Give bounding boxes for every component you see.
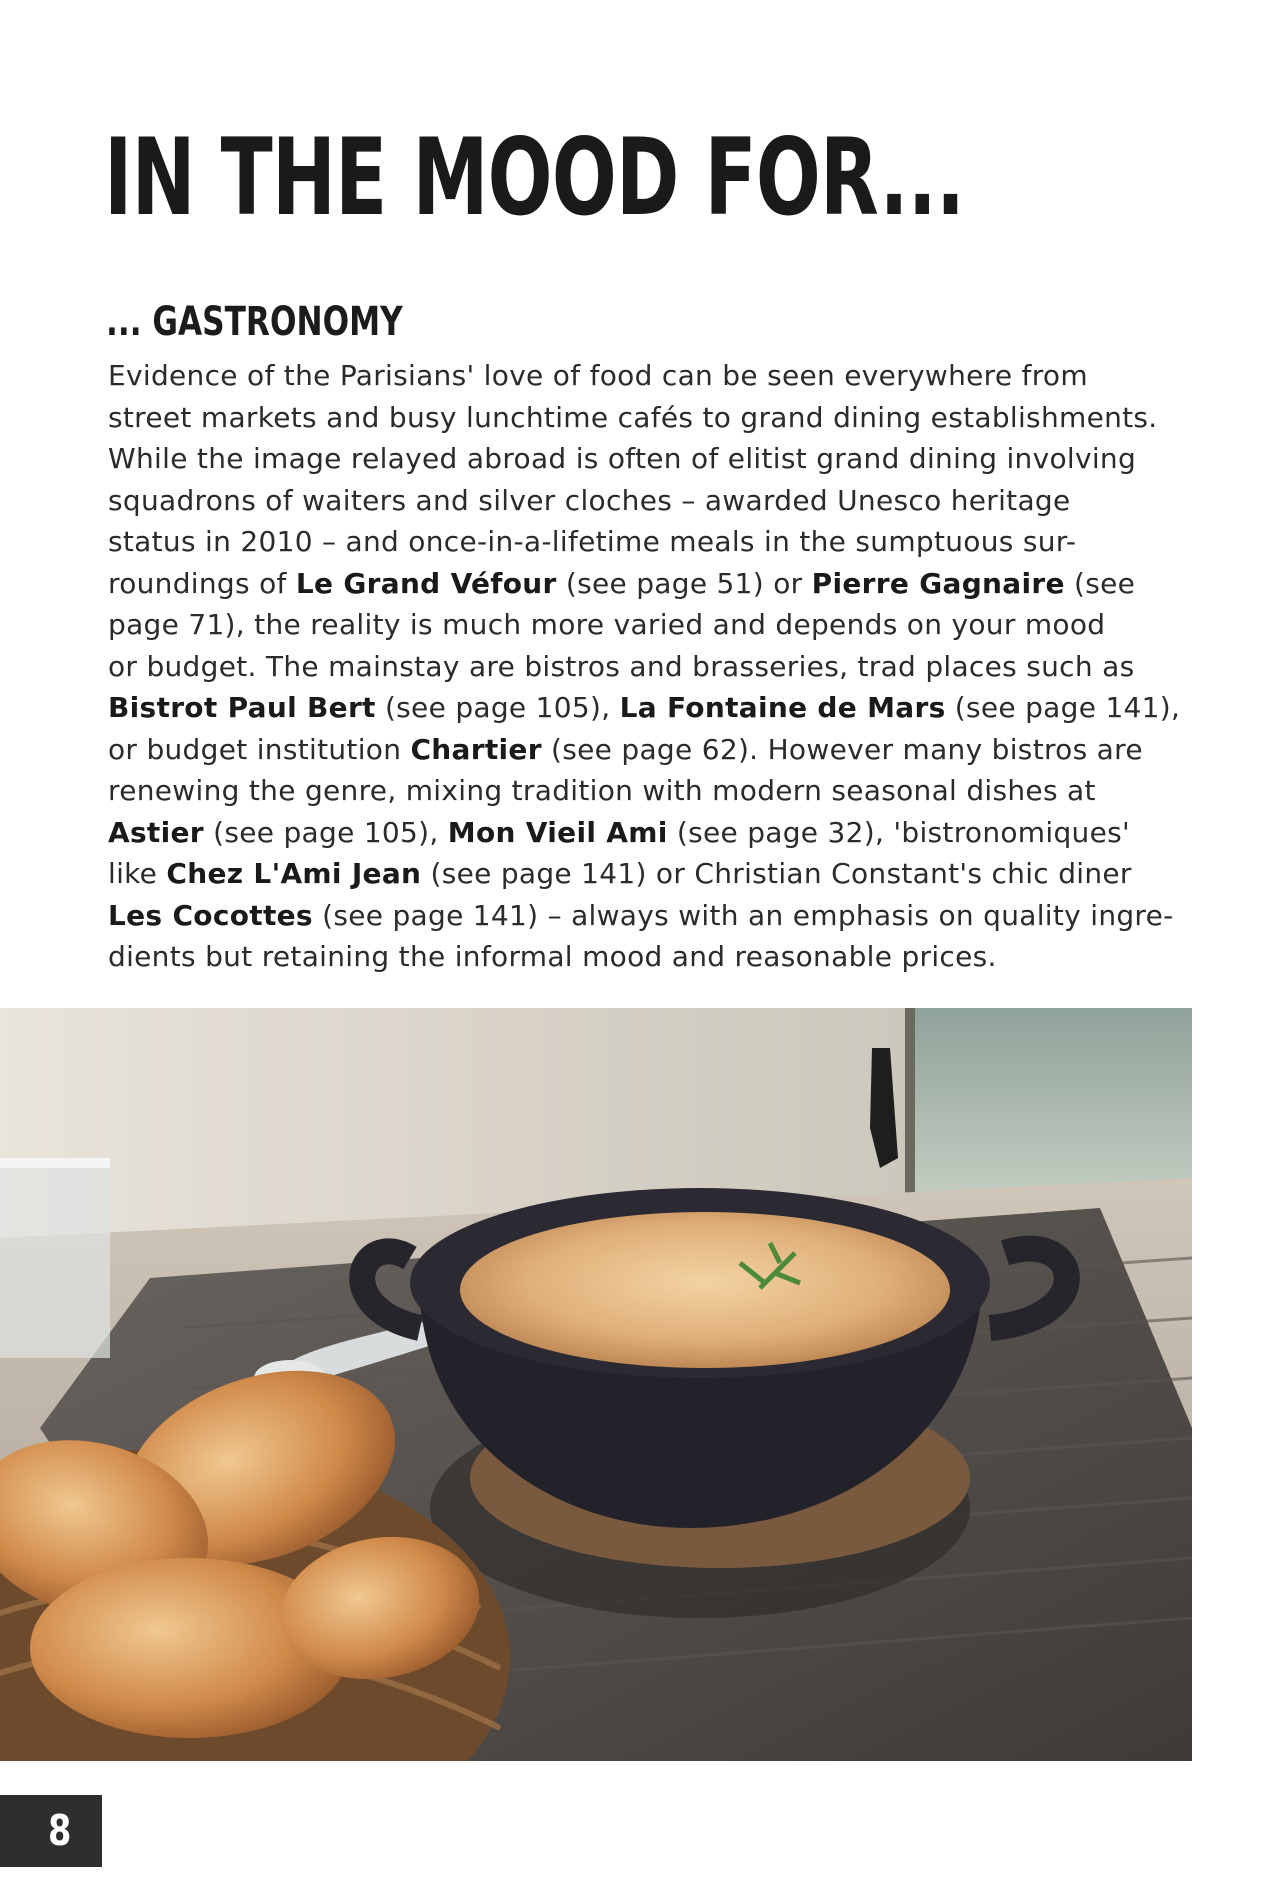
body-text-run: Evidence of the Parisians' love of food can be seen everywhere from — [108, 359, 1088, 392]
body-line — [108, 770, 1188, 812]
body-paragraph — [108, 355, 1188, 978]
body-text-run: dients but retaining the informal mood and reasonable prices. — [108, 940, 997, 973]
page-number: 8 — [48, 1806, 72, 1855]
body-text-run: street markets and busy lunchtime cafés to grand dining establishments. — [108, 400, 1158, 434]
body-line — [108, 355, 1188, 397]
section-heading: ... GASTRONOMY — [106, 299, 403, 345]
body-text-run: status in 2010 – and once-in-a-lifetime meals in the sumptuous sur- — [108, 525, 1077, 558]
venue-name: Astier — [108, 815, 204, 849]
venue-name: Chartier — [410, 732, 542, 766]
body-text-run: While the image relayed abroad is often of elitist grand dining involving — [108, 442, 1137, 475]
food-photo — [0, 1008, 1192, 1761]
body-text-run: (see page 51) or — [556, 566, 812, 600]
page-number-box — [0, 1795, 102, 1867]
body-text-run: (see — [1064, 566, 1136, 600]
body-text-run: (see page 105), — [203, 815, 448, 849]
body-line — [108, 646, 1188, 688]
body-line — [108, 687, 1188, 729]
venue-name: Mon Vieil Ami — [447, 815, 668, 849]
body-text-run: (see page 141) – always with an emphasis on quality ingre- — [312, 898, 1174, 932]
body-line — [108, 480, 1188, 522]
body-text-run: like — [108, 857, 167, 890]
body-line — [108, 812, 1188, 854]
body-text-run: squadrons of waiters and silver cloches – awarded Unesco heritage — [108, 483, 1071, 517]
body-line — [108, 729, 1188, 771]
body-line — [108, 521, 1188, 563]
body-text-run: (see page 105), — [375, 691, 620, 724]
body-text-run: or budget. The mainstay are bistros and brasseries, trad places such as — [108, 649, 1135, 683]
body-text-run: (see page 141), — [945, 691, 1181, 724]
venue-name: Pierre Gagnaire — [811, 566, 1065, 600]
venue-name: Chez L'Ami Jean — [166, 857, 422, 890]
body-text-run: (see page 141) or Christian Constant's chic diner — [421, 857, 1132, 890]
body-line — [108, 853, 1188, 895]
body-line — [108, 397, 1188, 439]
body-text-run: renewing the genre, mixing tradition with modern seasonal dishes at — [108, 774, 1096, 807]
body-line — [108, 895, 1188, 937]
venue-name: La Fontaine de Mars — [619, 691, 946, 724]
body-text-run: (see page 32), 'bistronomiques' — [667, 815, 1130, 849]
body-text-run: or budget institution — [108, 732, 411, 766]
body-text-run: (see page 62). However many bistros are — [541, 732, 1143, 766]
body-text-run: roundings of — [108, 566, 296, 600]
venue-name: Le Grand Véfour — [295, 566, 557, 600]
body-line — [108, 604, 1188, 646]
body-line — [108, 936, 1188, 978]
venue-name: Les Cocottes — [108, 898, 313, 932]
body-text-run: page 71), the reality is much more varied and depends on your mood — [108, 608, 1106, 641]
body-line — [108, 438, 1188, 480]
body-line — [108, 563, 1188, 605]
venue-name: Bistrot Paul Bert — [108, 691, 376, 724]
page-title: IN THE MOOD FOR... — [104, 116, 965, 239]
